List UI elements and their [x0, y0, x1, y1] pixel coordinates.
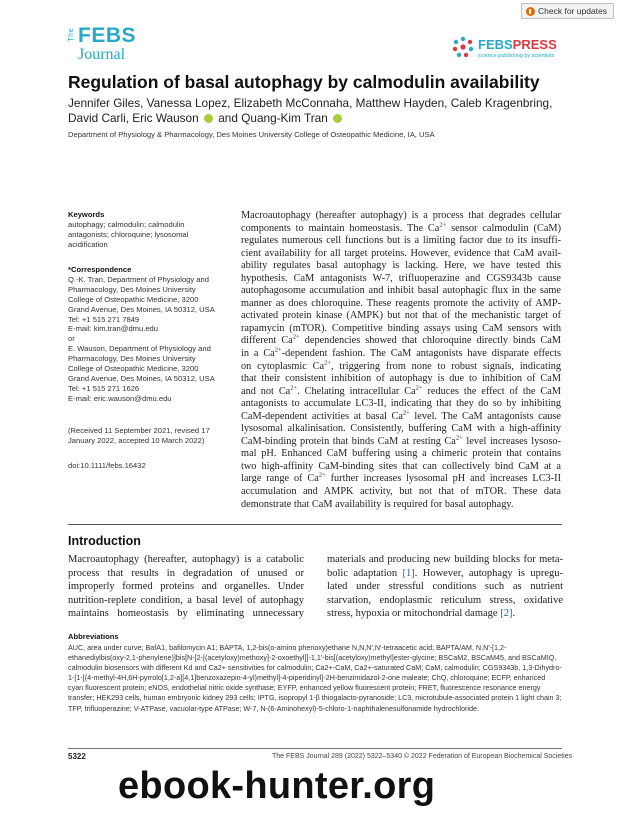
correspondence-line: Grand Avenue, Des Moines, IA 50312, USA — [68, 304, 215, 314]
correspondence-email[interactable]: E-mail: kim.tran@dmu.edu — [68, 324, 159, 334]
introduction-right-column: materials and producing new building blocks for meta- bolic adaptation [1]. However, autophagy is upregu- lated under stressful conditions such as nutrient starvation, endoplasmic reticulum stress, oxidative stress, hypoxia or mitochondrial damage [2]. — [327, 554, 563, 620]
correspondence-heading: *Correspondence — [68, 265, 132, 274]
footer-citation: The FEBS Journal 289 (2022) 5322–5340 © 2022 Federation of European Biochemical Societies — [272, 753, 573, 760]
affiliation: Department of Physiology & Pharmacology, Des Moines University College of Osteopathic Medicine, IA, USA — [68, 130, 435, 139]
received-dates: (Received 11 September 2021, revised 17 January 2022, accepted 10 March 2022) — [68, 426, 210, 445]
keywords-line: antagonists; chloroquine; lysosomal — [68, 229, 189, 239]
citation-link[interactable]: [1] — [402, 567, 415, 579]
correspondence-section — [68, 265, 228, 404]
keywords-heading: Keywords — [68, 210, 105, 219]
correspondence-line: Grand Avenue, Des Moines, IA 50312, USA — [68, 373, 215, 383]
article-title: Regulation of basal autophagy by calmodulin availability — [68, 72, 540, 92]
check-for-updates-label: Check for updates — [538, 6, 607, 16]
page-number: 5322 — [68, 752, 86, 761]
citation-link[interactable]: [2] — [500, 608, 513, 620]
orcid-icon[interactable] — [204, 114, 213, 123]
journal-logo-name: FEBS — [78, 24, 137, 47]
author-list-line-1: Jennifer Giles, Vanessa Lopez, Elizabeth McConnaha, Matthew Hayden, Caleb Kragenbring, — [68, 96, 553, 110]
correspondence-line: Tel: +1 515 271 7849 — [68, 314, 140, 324]
press-logo-name: FEBSPRESS — [478, 37, 557, 52]
correspondence-line: Tel: +1 515 271 1626 — [68, 383, 140, 393]
introduction-heading: Introduction — [68, 534, 141, 548]
watermark: ebook-hunter.org — [118, 765, 436, 807]
correspondence-line: Pharmacology, Des Moines University — [68, 284, 196, 294]
correspondence-line: Q.-K. Tran, Department of Physiology and — [68, 274, 209, 284]
correspondence-line: College of Osteopathic Medicine, 3200 — [68, 294, 199, 304]
section-divider — [68, 524, 562, 525]
press-logo-tagline: science publishing by scientists — [478, 53, 555, 59]
correspondence-line: or — [68, 334, 75, 344]
keywords-line: acidification — [68, 239, 108, 249]
keywords-line: autophagy; calmodulin; calmodulin — [68, 219, 185, 229]
check-for-updates-button[interactable] — [521, 3, 614, 19]
abbreviations-text: AUC, area under curve; BafA1, bafilomycin A1; BAPTA, 1,2-bis(o-amino phenoxy)ethane N,N,N′,N′-tetraacetic acid; BAPTA/AM, N,N′-[1,2-ethanediylbis(oxy-2,1-phenylene)]bis[N-[2-[(acetyloxy)methoxy]-2-oxoethyl]]-1,1′-bis[(acetyloxy)methyl]ester-glycine; BSCaM2, BSCaM45, and BSCaMIQ, calmodulin biosensors with different Kd and Ca2+ sensitivities for calmodulin; Ca2+-CaM, Ca2+-saturated CaM; CaM, calmodulin; CGS9343b, 1,3-Dihydro-1-[1-[(4-methyl-4H,6H-pyrrolo[1,2-a][4,1]benzoxazepin-4-yl)methyl]-4-piperidinyl]-2H-benzimidazol-2-one maleate; ChQ, chloroquine; ECFP, enhanced cyan fluorescent protein; eNOS, endothelial nitric oxide synthase; EYFP, enhanced yellow fluorescent protein; FRET, fluorescence resonance energy transfer; HEK293 cells, human embryonic kidney 293 cells; IPTG, isopropyl 1-β thiogalacto-pyranoside; LC3, microtubule-associated protein 1 light chain 3; TFP, trifluoperazine; V-ATPase, vacuolar-type ATPase; W-7, N-(6-Aminohexyl)-5-chloro-1-naphthalenesulfonamide hydrochloride. — [68, 643, 562, 713]
journal-logo[interactable] — [68, 24, 154, 64]
introduction-left-column: Macroautophagy (hereafter, autophagy) is a catabolic process that results in degradation of unused or improperly formed proteins and organelles. Under nutrition-replete condition, a basal level of autophagy maintains homeostasis by eliminating unnecessary — [68, 554, 304, 620]
abstract: Macroautophagy (hereafter autophagy) is a process that degrades cellular components to maintain homeostasis. The $Ca^{2+}$ sensor calmodulin (CaM) regulates numerous cell functions but is a limiting factor due to its insuffi- cient availability for all target proteins. However, evidence that CaM avail- ability regulates basal autophagy is lacking. Here, we have tested this hypothesis. CaM antagonists W-7, trifluoperazine and CGS9343b cause autophagosome accumulation and inhibit basal autophagic flux in the same manner as does chloroquine. These reagents promote the activity of AMP- activated protein kinase (AMPK) but not that of the mechanistic target of rapamycin (mTOR). Competitive binding assays using CaM sensors with different $Ca^{2+}$ dependencies showed that chloroquine directly binds CaM in a $Ca^{2+}$-dependent fashion. The CaM antagonists have disparate effects on cytoplasmic $Ca^{2+}$, triggering from none to robust signals, indicating that their consistent inhibition of autophagy is due to inhibition of CaM and not $Ca^{2+}$. Chelating intracellular $Ca^{2+}$ reduces the effect of the CaM antagonists to accumulate LC3-II, indicating that they do so by inhibiting CaM-dependent activities at basal $Ca^{2+}$ level. The CaM antagonists cause lysosomal alkalinisation. Consistently, buffering CaM with a high-affinity CaM-binding protein that binds CaM at resting $Ca^{2+}$ level increases lysoso- mal pH. Enhanced CaM buffering using a chimeric protein that contains two high-affinity CaM-binding sites that can collectively bind CaM at a large range of $Ca^{2+}$ further increases lysosomal pH and increases LC3-II accumulation and AMPK activity, but not that of mTOR. These data demonstrate that CaM availability is required for basal autophagy. — [241, 210, 562, 510]
abbreviations-heading: Abbreviations — [68, 632, 119, 641]
keywords-section — [68, 210, 228, 250]
correspondence-line: E. Wauson, Department of Physiology and — [68, 344, 211, 354]
press-logo-dots-icon — [452, 36, 474, 58]
doi-link[interactable]: doi:10.1111/febs.16432 — [68, 461, 146, 470]
correspondence-line: College of Osteopathic Medicine, 3200 — [68, 364, 199, 374]
press-logo[interactable] — [452, 36, 572, 64]
journal-logo-the: The — [68, 28, 75, 42]
footer-rule — [68, 748, 562, 749]
journal-logo-sub: Journal — [78, 46, 126, 63]
update-icon — [526, 7, 535, 16]
orcid-icon[interactable] — [333, 114, 342, 123]
author-list-line-2: David Carli, Eric Wauson and Quang-Kim Tran — [68, 111, 344, 125]
correspondence-line: Pharmacology, Des Moines University — [68, 354, 196, 364]
correspondence-email[interactable]: E-mail: eric.wauson@dmu.edu — [68, 393, 172, 403]
